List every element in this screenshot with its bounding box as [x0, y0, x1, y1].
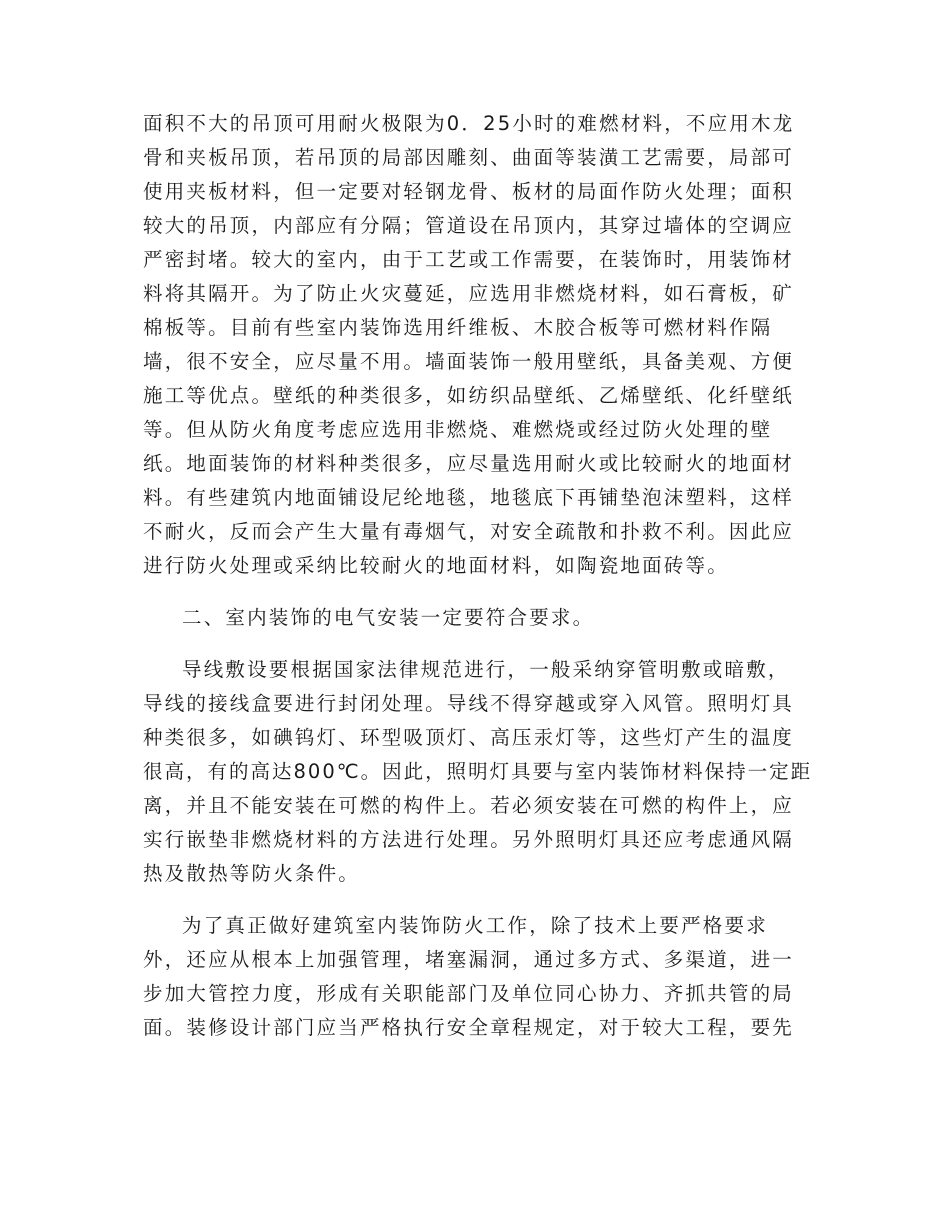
section-heading-electrical	[143, 601, 813, 635]
text-line: 实行嵌垫非燃烧材料的方法进行处理。另外照明灯具还应考虑通风隔	[143, 828, 795, 851]
text-line: 骨和夹板吊顶，若吊顶的局部因雕刻、曲面等装潢工艺需要，局部可	[143, 146, 795, 169]
text-line: 导线的接线盒要进行封闭处理。导线不得穿越或穿入风管。照明灯具	[143, 692, 795, 715]
text-line: 离，并且不能安装在可燃的构件上。若必须安装在可燃的构件上，应	[143, 794, 795, 817]
text-line: 面。装修设计部门应当严格执行安全章程规定，对于较大工程，要先	[143, 1016, 795, 1039]
text-line: 使用夹板材料，但一定要对轻钢龙骨、板材的局面作防火处理；面积	[143, 180, 795, 203]
text-line: 种类很多，如碘钨灯、环型吸顶灯、高压汞灯等，这些灯产生的温度	[143, 726, 795, 749]
text-line: 较大的吊顶，内部应有分隔；管道设在吊顶内，其穿过墙体的空调应	[143, 214, 795, 237]
document-body	[143, 107, 813, 1045]
text-line: 外，还应从根本上加强管理，堵塞漏洞，通过多方式、多渠道，进一	[143, 948, 795, 971]
paragraph-wiring	[143, 653, 813, 891]
text-line: 为了真正做好建筑室内装饰防火工作，除了技术上要严格要求	[182, 914, 768, 937]
paragraph-management	[143, 909, 813, 1045]
text-line: 棉板等。目前有些室内装饰选用纤维板、木胶合板等可燃材料作隔	[143, 316, 773, 339]
text-line: 纸。地面装饰的材料种类很多，应尽量选用耐火或比较耐火的地面材	[143, 452, 795, 475]
text-line: 严密封堵。较大的室内，由于工艺或工作需要，在装饰时，用装饰材	[143, 248, 795, 271]
text-line: 料。有些建筑内地面铺设尼纶地毯，地毯底下再铺垫泡沫塑料，这样	[143, 486, 795, 509]
text-line: 料将其隔开。为了防止火灾蔓延，应选用非燃烧材料，如石膏板，矿	[143, 282, 795, 305]
text-line: 墙，很不安全，应尽量不用。墙面装饰一般用壁纸，具备美观、方便	[143, 350, 795, 373]
paragraph-ceiling-materials	[143, 107, 813, 583]
text-line: 导线敷设要根据国家法律规范进行，一般采纳穿管明敷或暗敷，	[182, 658, 790, 681]
text-line: 施工等优点。壁纸的种类很多，如纺织品壁纸、乙烯壁纸、化纤壁纸	[143, 384, 795, 407]
text-line: 热及散热等防火条件。	[143, 862, 361, 885]
text-line: 等。但从防火角度考虑应选用非燃烧、难燃烧或经过防火处理的壁	[143, 418, 773, 441]
text-line: 进行防火处理或采纳比较耐火的地面材料，如陶瓷地面砖等。	[143, 554, 729, 577]
text-line: 面积不大的吊顶可用耐火极限为0．25小时的难燃材料，不应用木龙	[143, 112, 795, 135]
text-line: 很高，有的高达800℃。因此，照明灯具要与室内装饰材料保持一定距	[143, 760, 813, 783]
text-line: 步加大管控力度，形成有关职能部门及单位同心协力、齐抓共管的局	[143, 982, 795, 1005]
text-line: 不耐火，反而会产生大量有毒烟气，对安全疏散和扑救不利。因此应	[143, 520, 795, 543]
section-heading: 二、室内装饰的电气安装一定要符合要求。	[182, 606, 595, 629]
